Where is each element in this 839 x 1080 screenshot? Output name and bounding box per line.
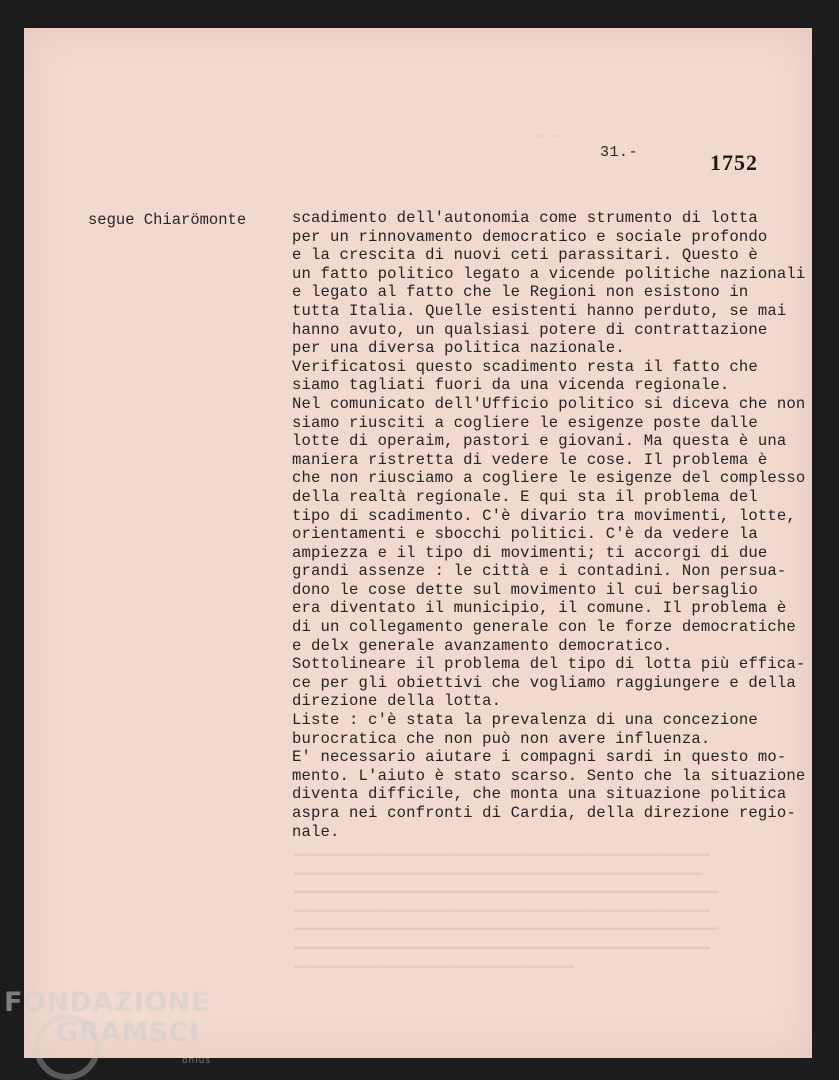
typed-body-text — [292, 209, 812, 841]
body-line: della realtà regionale. E qui sta il problema del — [292, 487, 758, 506]
body-line: tipo di scadimento. C'è divario tra movimenti, lotte, — [292, 506, 796, 525]
body-line: mento. L'aiuto è stato scarso. Sento che la situazione — [292, 766, 806, 785]
body-line: burocratica che non può non avere influenza. — [292, 729, 711, 748]
body-line: di un collegamento generale con le forze democratiche — [292, 618, 796, 637]
body-line: Nel comunicato dell'Ufficio politico si diceva che non — [292, 394, 806, 413]
watermark-line-1: FONDAZIONE — [4, 987, 210, 1018]
body-line: era diventato il municipio, il comune. Il problema è — [292, 599, 787, 618]
body-line: dono le cose dette sul movimento il cui bersaglio — [292, 580, 758, 599]
fondazione-gramsci-watermark — [4, 987, 212, 1066]
show-through-mark: — — — [534, 128, 562, 145]
page-number: 31.- — [600, 144, 639, 161]
body-line: scadimento dell'autonomia come strumento di lotta — [292, 209, 758, 227]
body-line: ce per gli obiettivi che vogliamo raggiungere e della — [292, 673, 796, 692]
body-line: per un rinnovamento democratico e sociale profondo — [292, 227, 768, 246]
body-line: per una diversa politica nazionale. — [292, 339, 625, 358]
document-number: 1752 — [710, 150, 758, 175]
watermark-g-logo-icon — [34, 1014, 100, 1080]
document-page — [24, 28, 812, 1058]
body-line: diventa difficile, che monta una situazione politica — [292, 785, 787, 804]
body-line: nale. — [292, 822, 340, 841]
body-line: Liste : c'è stata la prevalenza di una concezione — [292, 711, 758, 730]
body-line: e la crescita di nuovi ceti parassitari. Questo è — [292, 246, 758, 265]
body-line: orientamenti e sbocchi politici. C'è da vedere la — [292, 525, 758, 544]
body-line: e delx generale avanzamento democratico. — [292, 636, 673, 655]
body-line: un fatto politico legato a vicende politiche nazionali — [292, 264, 806, 283]
body-line: Sottolineare il problema del tipo di lotta più effica- — [292, 655, 806, 674]
speaker-label: segue Chiarömonte — [88, 211, 247, 229]
body-line: tutta Italia. Quelle esistenti hanno perduto, se mai — [292, 301, 787, 320]
watermark-line-2: GRAMSCI — [56, 1017, 200, 1048]
body-line: che non riusciamo a cogliere le esigenze del complesso — [292, 469, 806, 488]
body-line: Verificatosi questo scadimento resta il fatto che — [292, 357, 758, 376]
body-line: aspra nei confronti di Cardia, della direzione regio- — [292, 804, 796, 822]
body-line: siamo tagliati fuori da una vicenda regionale. — [292, 376, 730, 395]
show-through-block: ━━━━━━━━━━━━━━━━━━━━━━━━━━━━━━━━━━━━━━━━━━━━━━ ━━━━━━━━━━━━━━━━━━━━━━━━━━━━━━━━━━━━━━━━━━━━━ ━━━━━━━━━━━━━━━━━━━━━━━━━━━━━━━━━━━━━━━━━━━━━━━ ━━━━━━━━━━━━━━━━━━━━━━━━━━━━━━━━━━━━━━━━━━━━━━ ━━━━━━━━━━━━━━━━━━━━━━━━━━━━━━━━━━━━━━━━━━━━━━━ ━━━━━━━━━━━━━━━━━━━━━━━━━━━━━━━━━━━━━━━━━━━━━━ ━━━━━━━━━━━━━━━━━━━━━━━━━━━━━━━ — [294, 848, 719, 977]
body-line: e legato al fatto che le Regioni non esistono in — [292, 283, 749, 302]
body-line: siamo riusciti a cogliere le esigenze poste dalle — [292, 413, 758, 432]
body-line: E' necessario aiutare i compagni sardi in questo mo- — [292, 748, 787, 767]
body-line: maniera ristretta di vedere le cose. Il problema è — [292, 450, 768, 469]
body-line: hanno avuto, un qualsiasi potere di contrattazione — [292, 320, 768, 339]
watermark-suffix: onlus — [182, 1056, 212, 1066]
body-line: lotte di operaim, pastori e giovani. Ma questa è una — [292, 432, 787, 451]
body-line: ampiezza e il tipo di movimenti; ti accorgi di due — [292, 543, 768, 562]
body-line: direzione della lotta. — [292, 692, 502, 711]
body-line: grandi assenze : le città e i contadini. Non persua- — [292, 562, 787, 581]
